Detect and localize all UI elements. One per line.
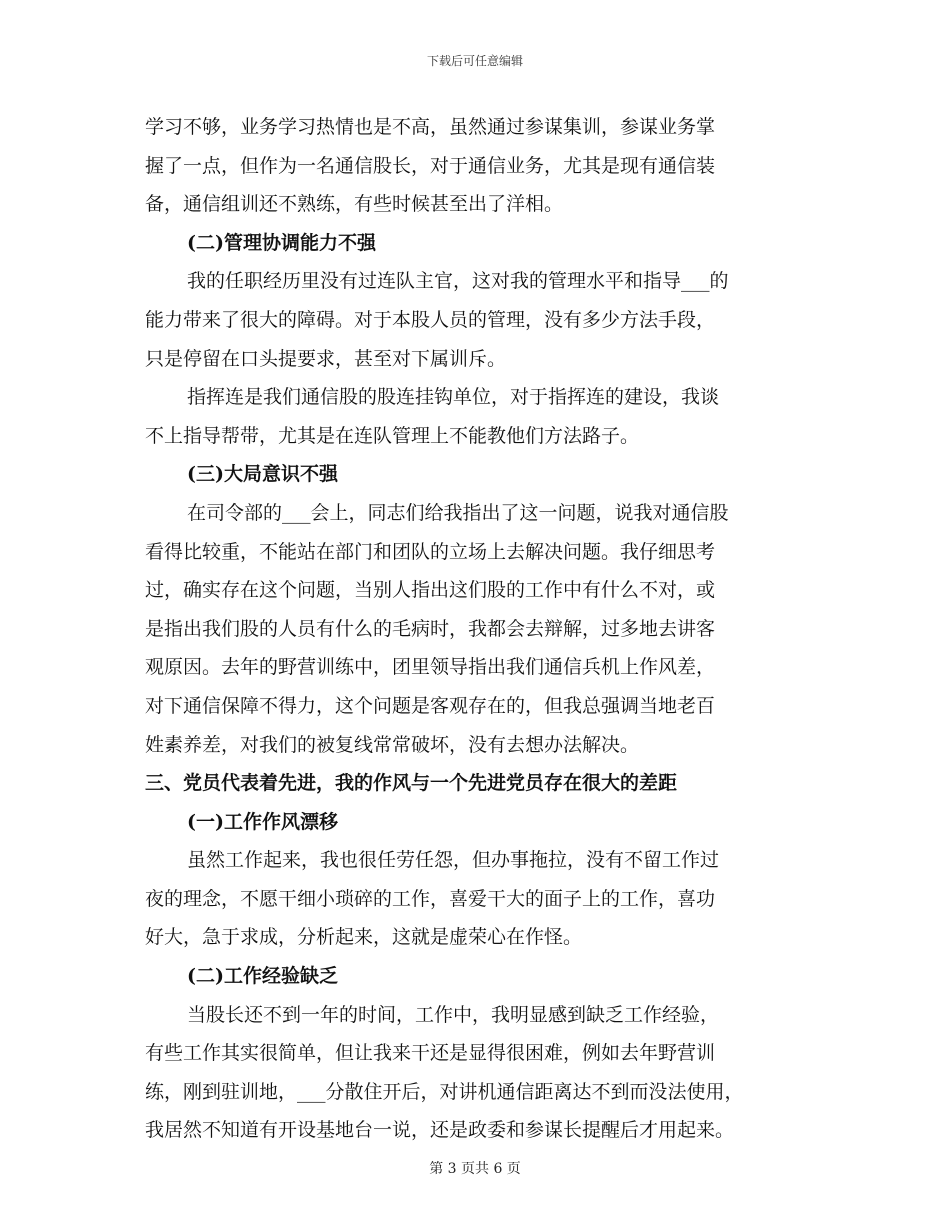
section-heading: (二)工作经验缺乏 bbox=[187, 965, 338, 988]
body-line: 是指出我们股的人员有什么的毛病时，我都会去辩解，过多地去讲客 bbox=[145, 617, 716, 640]
body-line: 虽然工作起来，我也很任劳任怨，但办事拖拉，没有不留工作过 bbox=[187, 849, 720, 872]
body-line: 不上指导帮带，尤其是在连队管理上不能教他们方法路子。 bbox=[145, 424, 640, 447]
body-line: 学习不够，业务学习热情也是不高，虽然通过参谋集训，参谋业务掌 bbox=[145, 116, 716, 138]
body-line: 只是停留在口头提要求，甚至对下属训斥。 bbox=[145, 347, 507, 370]
body-line: 观原因。去年的野营训练中，团里领导指出我们通信兵机上作风差， bbox=[145, 656, 716, 679]
page-header: 下载后可任意编辑 bbox=[426, 54, 523, 68]
body-line: 看得比较重，不能站在部门和团队的立场上去解决问题。我仔细思考 bbox=[145, 540, 716, 563]
body-line: 好大，急于求成，分析起来，这就是虚荣心在作怪。 bbox=[145, 926, 583, 949]
body-line: 能力带来了很大的障碍。对于本股人员的管理，没有多少方法手段， bbox=[145, 308, 716, 331]
chapter-heading: 三、党员代表着先进，我的作风与一个先进党员存在很大的差距 bbox=[145, 772, 678, 795]
body-line: 指挥连是我们通信股的股连挂钩单位，对于指挥连的建设，我谈 bbox=[187, 386, 720, 409]
body-line: 夜的理念，不愿干细小琐碎的工作，喜爱干大的面子上的工作，喜功 bbox=[145, 887, 716, 910]
document-body bbox=[145, 108, 805, 1150]
body-line: 练，刚到驻训地，___分散住开后，对讲机通信距离达不到而没法使用， bbox=[145, 1080, 744, 1103]
body-line: 握了一点，但作为一名通信股长，对于通信业务，尤其是现有通信装 bbox=[145, 154, 716, 177]
body-line: 我的任职经历里没有过连队主官，这对我的管理水平和指导___的 bbox=[187, 270, 729, 293]
body-line: 当股长还不到一年的时间，工作中，我明显感到缺乏工作经验， bbox=[187, 1003, 720, 1026]
page-footer: 第 3 页共 6 页 bbox=[429, 1161, 521, 1177]
body-line: 对下通信保障不得力，这个问题是客观存在的，但我总强调当地老百 bbox=[145, 694, 716, 717]
section-heading: (二)管理协调能力不强 bbox=[187, 231, 376, 254]
body-line: 我居然不知道有开设基地台一说，还是政委和参谋长提醒后才用起来。 bbox=[145, 1119, 735, 1142]
section-heading: (一)工作作风漂移 bbox=[187, 810, 338, 833]
body-line: 在司令部的___会上，同志们给我指出了这一问题，说我对通信股 bbox=[187, 501, 729, 524]
body-line: 有些工作其实很简单，但让我来干还是显得很困难，例如去年野营训 bbox=[145, 1042, 716, 1065]
body-line: 姓素养差，对我们的被复线常常破坏，没有去想办法解决。 bbox=[145, 733, 640, 756]
section-heading: (三)大局意识不强 bbox=[187, 463, 338, 486]
body-line: 过，确实存在这个问题，当别人指出这们股的工作中有什么不对，或 bbox=[145, 579, 716, 602]
body-line: 备，通信组训还不熟练，有些时候甚至出了洋相。 bbox=[145, 193, 564, 216]
